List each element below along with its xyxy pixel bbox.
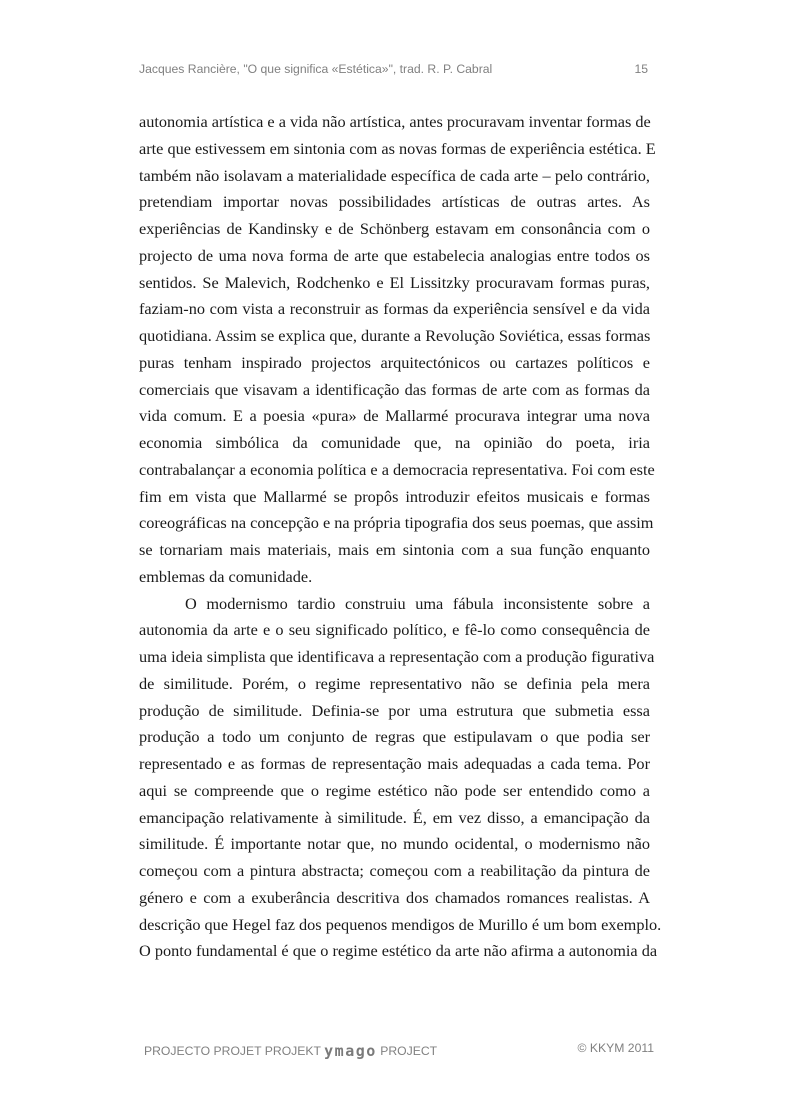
text-line: O ponto fundamental é que o regime estético da arte não afirma a autonomia da xyxy=(139,941,658,961)
text-line: economia simbólica da comunidade que, na opinião do poeta, iria xyxy=(139,433,650,452)
text-line: de similitude. Porém, o regime representativo não se definia pela mera xyxy=(139,673,650,693)
text-line: autonomia artística e a vida não artística, antes procuravam inventar formas de xyxy=(139,112,651,131)
paragraph-1 xyxy=(139,109,656,591)
footer-project-prefix: PROJECTO PROJET PROJEKT xyxy=(144,1044,321,1058)
page-number: 15 xyxy=(634,62,648,76)
text-line: representado e as formas de representação mais adequadas a cada tema. Por xyxy=(139,754,650,773)
text-line: uma ideia simplista que identificava a representação com a produção figurativa xyxy=(139,647,655,666)
text-line: projecto de uma nova forma de arte que estabelecia analogias entre todos os xyxy=(139,245,650,265)
text-line: arte que estivessem em sintonia com as novas formas de experiência estética. E xyxy=(139,138,656,158)
text-line: se tornariam mais materiais, mais em sintonia com a sua função enquanto xyxy=(139,540,650,559)
text-line: descrição que Hegel faz dos pequenos mendigos de Murillo é um bom exemplo. xyxy=(139,914,662,934)
text-line: comerciais que visavam a identificação das formas de arte com as formas da xyxy=(139,379,650,399)
page-footer xyxy=(144,1041,654,1059)
text-line: autonomia da arte e o seu significado político, e fê-lo como consequência de xyxy=(139,620,650,640)
text-line: aqui se compreende que o regime estético não pode ser entendido como a xyxy=(139,780,650,800)
page-header xyxy=(139,62,650,80)
body-text xyxy=(139,109,662,965)
text-line: fim em vista que Mallarmé se propôs introduzir efeitos musicais e formas xyxy=(139,486,650,506)
text-line: emblemas da comunidade. xyxy=(139,566,313,586)
ymago-logo: ymago xyxy=(324,1042,377,1060)
text-line: género e com a exuberância descritiva dos chamados romances realistas. A xyxy=(139,887,650,907)
running-title: Jacques Rancière, "O que significa «Estética»", trad. R. P. Cabral xyxy=(139,62,493,76)
text-line: começou com a pintura abstracta; começou com a reabilitação da pintura de xyxy=(139,861,650,880)
text-line: também não isolavam a materialidade específica de cada arte – pelo contrário, xyxy=(139,165,650,185)
text-line: quotidiana. Assim se explica que, durante a Revolução Soviética, essas formas xyxy=(139,326,651,345)
footer-project-suffix: PROJECT xyxy=(380,1044,438,1058)
text-line: experiências de Kandinsky e de Schönberg estavam em consonância com o xyxy=(139,219,650,238)
text-line: O modernismo tardio construiu uma fábula inconsistente sobre a xyxy=(185,593,650,613)
text-line: vida comum. E a poesia «pura» de Mallarmé procurava integrar uma nova xyxy=(139,406,650,426)
text-line: produção a todo um conjunto de regras que estipulavam o que podia ser xyxy=(139,727,650,747)
text-line: emancipação relativamente à similitude. É, em vez disso, a emancipação da xyxy=(139,807,650,827)
text-line: faziam-no com vista a reconstruir as formas da experiência sensível e da vida xyxy=(139,299,650,319)
footer-project-line xyxy=(144,1041,437,1059)
text-line: similitude. É importante notar que, no mundo ocidental, o modernismo não xyxy=(139,834,650,854)
text-line: sentidos. Se Malevich, Rodchenko e El Lissitzky procuravam formas puras, xyxy=(139,272,650,292)
text-line: puras tenham inspirado projectos arquitectónicos ou cartazes políticos e xyxy=(139,352,650,372)
text-line: coreográficas na concepção e na própria tipografia dos seus poemas, que assim xyxy=(139,513,654,533)
copyright-notice: © KKYM 2011 xyxy=(577,1041,654,1055)
paragraph-2 xyxy=(139,591,662,966)
text-line: pretendiam importar novas possibilidades artísticas de outras artes. As xyxy=(139,192,650,212)
text-line: contrabalançar a economia política e a democracia representativa. Foi com este xyxy=(139,459,655,479)
text-line: produção de similitude. Definia-se por uma estrutura que submetia essa xyxy=(139,700,650,720)
